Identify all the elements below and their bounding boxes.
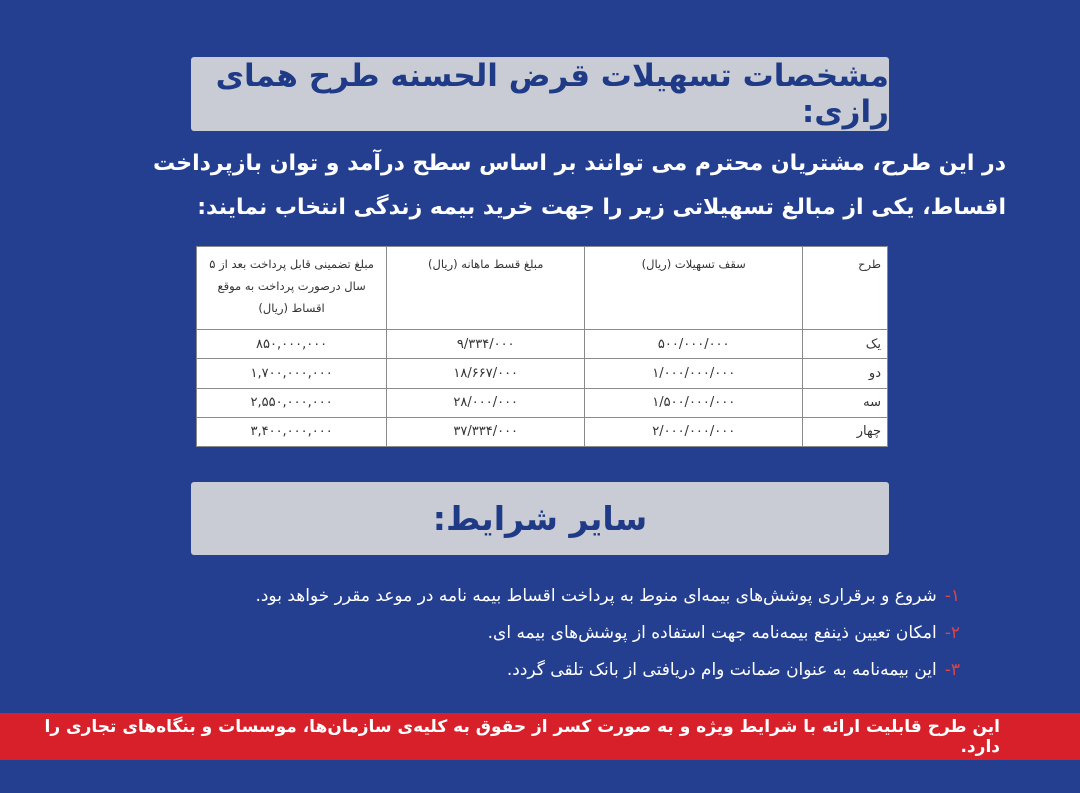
- table-row: [197, 359, 888, 388]
- cell-plan: یک: [803, 330, 888, 359]
- cell-cap: ۱/۰۰۰/۰۰۰/۰۰۰: [585, 359, 803, 388]
- condition-text: امکان تعیین ذینفع بیمه‌نامه جهت استفاده از پوشش‌های بیمه ای.: [487, 623, 937, 643]
- table-header-row: [197, 247, 888, 330]
- condition-number: ۲-: [944, 623, 960, 643]
- cell-plan: چهار: [803, 417, 888, 446]
- cell-cap: ۱/۵۰۰/۰۰۰/۰۰۰: [585, 388, 803, 417]
- cell-installment: ۳۷/۳۳۴/۰۰۰: [387, 417, 585, 446]
- cell-plan: دو: [803, 359, 888, 388]
- banner-text: این طرح قابلیت ارائه با شرایط ویژه و به صورت کسر از حقوق به کلیه‌ی سازمان‌ها، موسسات و بنگاه‌های تجاری را دارد.: [44, 716, 1000, 757]
- section-title-text: سایر شرایط:: [432, 499, 648, 538]
- cell-installment: ۲۸/۰۰۰/۰۰۰: [387, 388, 585, 417]
- cell-guaranteed: ۲,۵۵۰,۰۰۰,۰۰۰: [197, 388, 387, 417]
- loan-table-container: [196, 246, 888, 447]
- table-row: [197, 417, 888, 446]
- cell-guaranteed: ۳,۴۰۰,۰۰۰,۰۰۰: [197, 417, 387, 446]
- condition-number: ۱-: [944, 586, 960, 606]
- table-row: [197, 330, 888, 359]
- intro-paragraph: در این طرح، مشتریان محترم می توانند بر اساس سطح درآمد و توان بازپرداخت اقساط، یکی از مبالغ تسهیلاتی زیر را جهت خرید بیمه زندگی انتخاب نمایند:: [152, 151, 1006, 220]
- cell-guaranteed: ۱,۷۰۰,۰۰۰,۰۰۰: [197, 359, 387, 388]
- cell-cap: ۲/۰۰۰/۰۰۰/۰۰۰: [585, 417, 803, 446]
- conditions-list: [150, 578, 960, 689]
- cell-installment: ۱۸/۶۶۷/۰۰۰: [387, 359, 585, 388]
- condition-text: این بیمه‌نامه به عنوان ضمانت وام دریافتی از بانک تلقی گردد.: [506, 660, 937, 680]
- list-item: [150, 615, 960, 652]
- cell-cap: ۵۰۰/۰۰۰/۰۰۰: [585, 330, 803, 359]
- cell-guaranteed: ۸۵۰,۰۰۰,۰۰۰: [197, 330, 387, 359]
- cell-plan: سه: [803, 388, 888, 417]
- condition-number: ۳-: [944, 660, 960, 680]
- section-title-loan-specs: [191, 57, 889, 131]
- header-installment: مبلغ قسط ماهانه (ریال): [387, 247, 585, 330]
- loan-table: [196, 246, 888, 447]
- header-cap: سقف تسهیلات (ریال): [585, 247, 803, 330]
- list-item: [150, 578, 960, 615]
- condition-text: شروع و برقراری پوشش‌های بیمه‌ای منوط به پرداخت اقساط بیمه نامه در موعد مقرر خواهد بود.: [255, 586, 937, 606]
- bottom-banner: [0, 713, 1080, 760]
- section-title-text: مشخصات تسهیلات قرض الحسنه طرح همای رازی:: [215, 58, 889, 130]
- list-item: [150, 652, 960, 689]
- section-title-other-conditions: [191, 482, 889, 555]
- table-row: [197, 388, 888, 417]
- header-plan: طرح: [803, 247, 888, 330]
- cell-installment: ۹/۳۳۴/۰۰۰: [387, 330, 585, 359]
- header-guaranteed: مبلغ تضمینی قابل پرداخت بعد از ۵ سال درصورت پرداخت به موقع اقساط (ریال): [197, 247, 387, 330]
